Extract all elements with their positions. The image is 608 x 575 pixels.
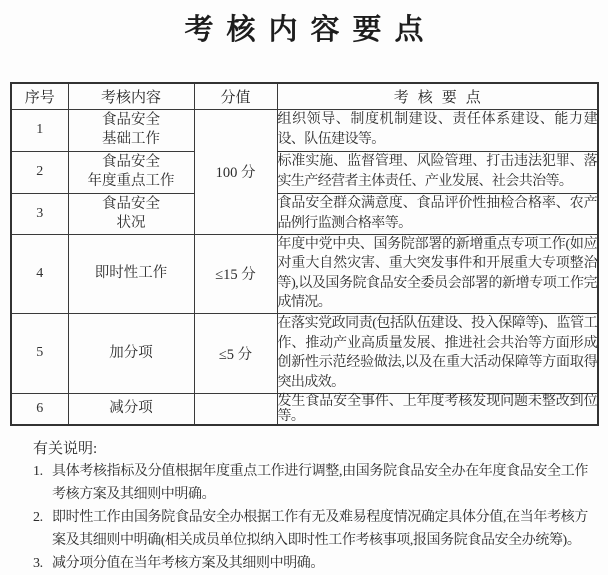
note-number: 2. <box>33 510 43 525</box>
content-line: 食品安全 <box>102 154 160 170</box>
page-title: 考核内容要点 <box>184 14 437 46</box>
points-cell: 食品安全群众满意度、食品评价性抽检合格率、农产品例行监测合格率等。 <box>277 193 598 234</box>
note-text: 减分项分值在当年考核方案及其细则中明确。 <box>52 556 324 571</box>
note-number: 3. <box>33 556 43 571</box>
points-cell: 发生食品安全事件、上年度考核发现问题未整改到位等。 <box>277 393 597 424</box>
col-header-no: 序号 <box>11 83 68 109</box>
table-row <box>11 393 598 425</box>
content-line: 状况 <box>116 214 146 231</box>
note-number: 1. <box>33 464 43 479</box>
merged-score-cell: 100 分 <box>194 109 277 234</box>
content-line: 加分项 <box>109 344 153 361</box>
table-row <box>11 109 598 151</box>
table-row <box>11 234 598 313</box>
points-cell: 年度中党中央、国务院部署的新增重点专项工作(如应对重大自然灾害、重大突发事件和开展重大专项整治等),以及国务院食品安全委员会部署的新增专项工作完成情况。 <box>277 234 598 313</box>
content-line: 减分项 <box>109 400 153 417</box>
content-cell <box>68 151 194 193</box>
content-cell <box>68 193 194 234</box>
points-cell: 在落实党政同责(包括队伍建设、投入保障等)、监管工作、推动产业高质量发展、推进社会共治等方面形成创新性示范经验做法,以及在重大活动保障等方面取得突出成效。 <box>277 313 598 393</box>
score-cell <box>194 393 277 425</box>
notes-section <box>33 438 588 575</box>
serial-cell: 1 <box>11 109 68 151</box>
points-cell: 组织领导、制度机制建设、责任体系建设、能力建设、队伍建设等。 <box>277 109 598 151</box>
content-cell <box>68 313 194 393</box>
content-cell <box>68 234 194 313</box>
note-item <box>33 460 588 506</box>
content-line: 即时性工作 <box>94 265 168 281</box>
content-line: 食品安全 <box>102 195 160 212</box>
col-header-score: 分值 <box>194 83 277 109</box>
serial-cell: 5 <box>11 313 68 393</box>
content-line: 基础工作 <box>102 131 160 147</box>
content-line: 年度重点工作 <box>87 173 175 189</box>
content-cell <box>68 393 194 425</box>
serial-cell: 6 <box>11 393 68 425</box>
table-row <box>11 151 598 193</box>
assessment-table <box>10 82 599 426</box>
content-cell <box>68 109 194 151</box>
score-cell: ≤15 分 <box>194 234 277 313</box>
col-header-content: 考核内容 <box>68 83 194 109</box>
score-cell: ≤5 分 <box>194 313 277 393</box>
points-cell: 标准实施、监督管理、风险管理、打击违法犯罪、落实生产经营者主体责任、产业发展、社会共治等。 <box>277 151 598 193</box>
serial-cell: 2 <box>11 151 68 193</box>
notes-heading: 有关说明: <box>33 441 98 457</box>
note-text: 具体考核指标及分值根据年度重点工作进行调整,由国务院食品安全办在年度食品安全工作考核方案及其细则中明确。 <box>52 464 588 502</box>
note-text: 即时性工作由国务院食品安全办根据工作有无及难易程度情况确定具体分值,在当年考核方案及其细则中明确(相关成员单位拟纳入即时性工作考核事项,报国务院食品安全办统筹)。 <box>52 510 588 548</box>
table-header-row <box>11 83 598 109</box>
table-row <box>11 193 598 234</box>
serial-cell: 3 <box>11 193 68 234</box>
note-item <box>33 506 588 552</box>
col-header-points: 考核要点 <box>277 83 598 109</box>
note-item <box>33 552 588 575</box>
content-line: 食品安全 <box>102 112 160 128</box>
serial-cell: 4 <box>11 234 68 313</box>
table-row <box>11 313 598 393</box>
